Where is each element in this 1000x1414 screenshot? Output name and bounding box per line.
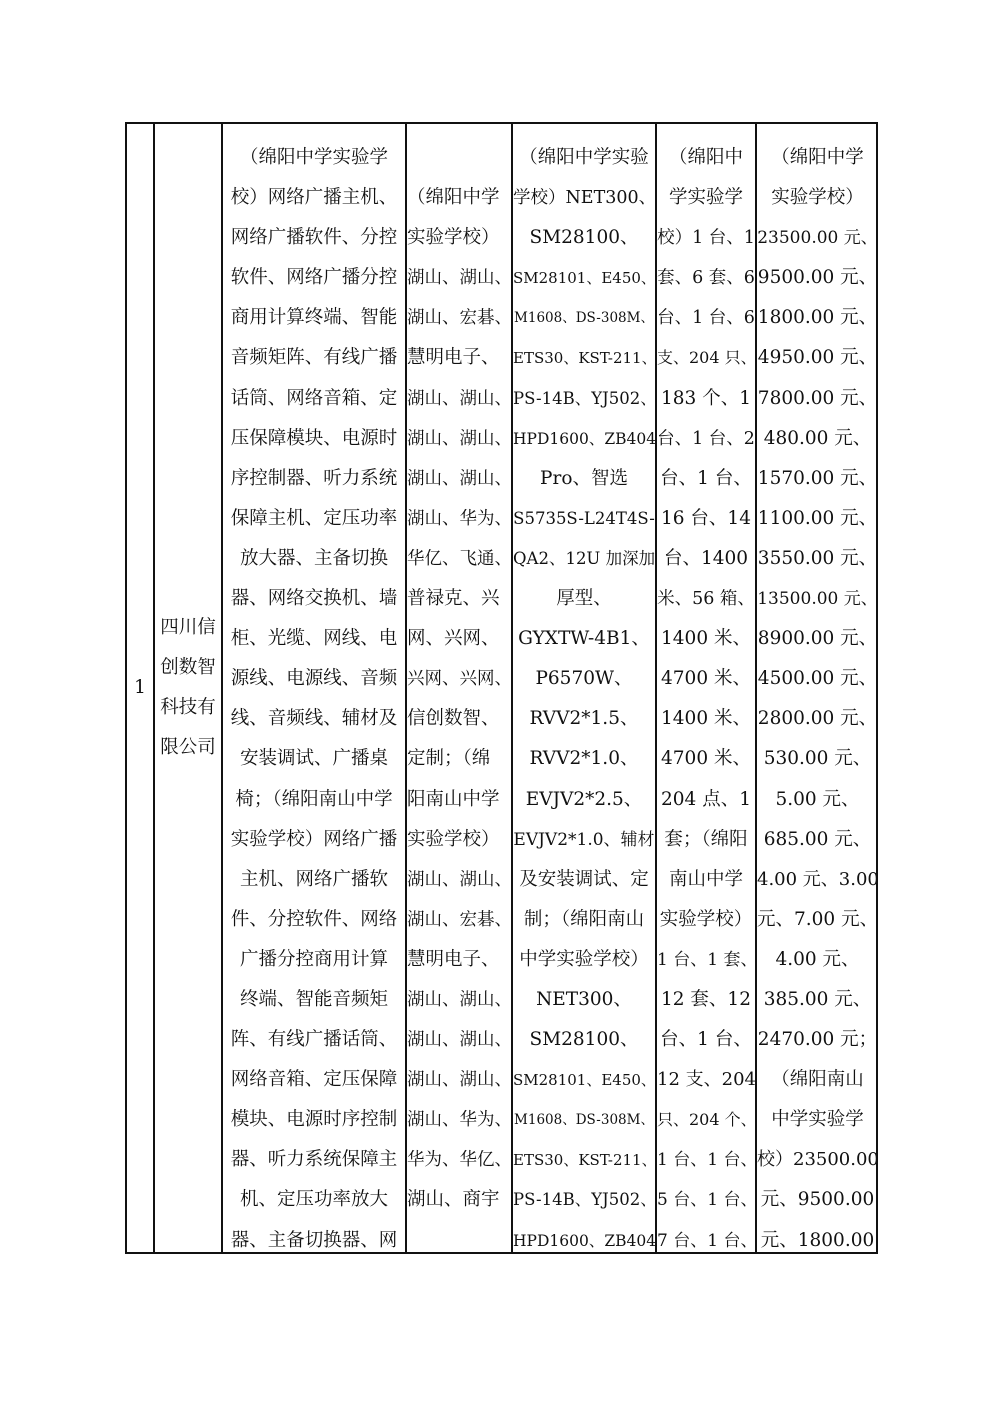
row-index: 1 (134, 676, 146, 698)
items-line: 终端、智能音频矩 (239, 988, 388, 1010)
row-index-cell (127, 124, 153, 1252)
prices-line: （绵阳中学 (771, 147, 864, 168)
models-line: 学校）NET300、 (513, 188, 657, 209)
prices-line: 元、1800.00 (760, 1229, 875, 1251)
company-cell (155, 124, 221, 1252)
models-line: 制；（绵阳南山 (523, 908, 645, 930)
brands-line: 湖山、湖山、 (407, 1030, 512, 1051)
prices-line: 中学实验学 (771, 1109, 864, 1131)
brands-line: 华为、华亿、 (407, 1150, 512, 1171)
items-line: 放大器、主备切换 (239, 547, 388, 569)
prices-line: 13500.00 元、 (757, 589, 878, 610)
brands-line: 湖山、华为、 (407, 1110, 512, 1131)
prices-line: 23500.00 元、 (757, 228, 878, 249)
quantities-line: 校）1 台、1 (657, 228, 755, 249)
models-line: S5735S-L24T4S- (513, 508, 655, 528)
quantities-line: 学实验学 (668, 187, 743, 209)
items-line: 椅；（绵阳南山中学 (235, 788, 393, 810)
brands-line: 兴网、兴网、 (407, 669, 512, 690)
brands-line: 湖山、华为、 (407, 508, 512, 529)
quantities-line: 只、204 个、 (657, 1110, 757, 1130)
prices-line: 元、7.00 元、 (757, 908, 879, 930)
brands-line: 实验学校） (407, 828, 500, 850)
quantities-line: 7 台、1 台、 (657, 1230, 758, 1251)
quantities-line: 台、1 台、6 (657, 308, 755, 329)
brands-line: 湖山、商宇 (407, 1189, 500, 1211)
models-line: QA2、12U 加深加 (513, 548, 656, 568)
quantities-line: 16 台、14 (661, 507, 751, 529)
quantities-cell (657, 138, 758, 1261)
models-line: M1608、DS-308M、 (514, 1112, 654, 1129)
prices-line: 5.00 元、 (775, 788, 860, 810)
items-line: 线、音频线、辅材及 (230, 708, 398, 730)
items-line: 阵、有线广播话筒、 (230, 1029, 398, 1051)
items-line: 软件、网络广播分控 (230, 267, 398, 289)
models-line: RVV2*1.5、 (529, 708, 639, 730)
models-line: SM28101、E450、 (513, 269, 656, 288)
items-line: 源线、电源线、音频 (230, 668, 398, 690)
models-line: SM28100、 (529, 1029, 639, 1051)
models-line: Pro、智选 (540, 467, 628, 489)
models-line: （绵阳中学实验 (519, 147, 649, 168)
items-line: 模块、电源时序控制 (230, 1109, 398, 1131)
quantities-line: 米、56 箱、 (657, 589, 755, 610)
items-line: 器、网络交换机、墙 (230, 588, 398, 610)
company-name-line: 创数智 (160, 656, 216, 678)
items-line: 压保障模块、电源时 (230, 427, 398, 449)
quantities-line: 套；（绵阳 (664, 828, 748, 850)
brands-line: 信创数智、 (407, 708, 500, 730)
brands-line: 湖山、湖山、 (407, 989, 512, 1010)
prices-line: 1570.00 元、 (757, 467, 878, 489)
brands-cell (407, 138, 511, 1221)
models-line: M1608、DS-308M、 (514, 310, 654, 327)
models-line: NET300、 (536, 988, 632, 1010)
models-line: HPD1600、ZB404 (513, 1231, 657, 1250)
models-cell (513, 138, 655, 1261)
prices-line: 4950.00 元、 (757, 347, 878, 369)
brands-line: 湖山、湖山、 (407, 869, 512, 890)
models-line: GYXTW-4B1、 (518, 628, 650, 650)
items-line: 序控制器、听力系统 (230, 467, 398, 489)
models-line: ETS30、KST-211、 (513, 1151, 657, 1170)
quantities-line: 1400 米、 (661, 628, 751, 650)
brands-line: 定制；（绵 (407, 748, 491, 770)
company-name-line: 科技有 (160, 697, 216, 718)
prices-line: 7800.00 元、 (757, 387, 878, 409)
quantities-line: 12 支、204 (657, 1069, 756, 1091)
models-line: 中学实验学校） (519, 948, 649, 970)
brands-line: 阳南山中学 (407, 788, 500, 810)
prices-line: 480.00 元、 (763, 427, 872, 449)
brands-line: 湖山、湖山、 (407, 1070, 512, 1091)
quantities-line: 1400 米、 (661, 708, 751, 730)
items-line: 安装调试、广播桌 (239, 748, 388, 770)
brands-line: 慧明电子、 (407, 948, 500, 970)
prices-line: 元、9500.00 (760, 1189, 875, 1211)
models-line: EVJV2*1.0、辅材 (513, 829, 655, 850)
quantities-line: 5 台、1 台、 (657, 1190, 758, 1211)
models-line: HPD1600、ZB404 (513, 429, 657, 448)
brands-line: 湖山、湖山、 (407, 268, 512, 289)
prices-line: 9500.00 元、 (757, 267, 878, 289)
brands-line: 慧明电子、 (407, 347, 500, 369)
items-line: 实验学校）网络广播 (230, 828, 398, 850)
items-line: 网络音箱、定压保障 (230, 1069, 398, 1091)
models-line: ETS30、KST-211、 (513, 349, 657, 368)
items-line: 广播分控商用计算 (239, 948, 388, 970)
quantities-line: 套、6 套、6 (657, 268, 755, 289)
models-line: SM28100、 (529, 227, 639, 249)
items-line: 件、分控软件、网络 (230, 908, 398, 930)
quantities-line: 台、1 台、 (660, 1029, 752, 1051)
prices-line: 4500.00 元、 (757, 668, 878, 690)
brands-line: 湖山、湖山、 (407, 428, 512, 449)
items-line: 柜、光缆、网线、电 (230, 628, 398, 650)
prices-line: 2800.00 元、 (757, 708, 878, 730)
models-line: PS-14B、YJ502、 (513, 1190, 657, 1210)
items-line: 器、听力系统保障主 (230, 1149, 398, 1171)
brands-line (407, 138, 511, 178)
quantities-line: 4700 米、 (661, 748, 751, 770)
prices-line: 685.00 元、 (763, 828, 872, 850)
prices-cell (757, 138, 878, 1261)
items-cell (223, 138, 405, 1261)
prices-line: 385.00 元、 (763, 988, 872, 1010)
quantities-line: 204 点、1 (661, 788, 751, 810)
brands-line: 普禄克、兴 (407, 588, 500, 610)
prices-line: 4.00 元、 (775, 948, 860, 970)
items-line: 保障主机、定压功率 (230, 507, 398, 529)
quantities-line: 12 套、12 (661, 988, 751, 1010)
models-line: EVJV2*2.5、 (525, 788, 643, 810)
brands-line: 湖山、湖山、 (407, 388, 512, 409)
brands-line: （绵阳中学 (407, 187, 500, 209)
prices-line: （绵阳南山 (771, 1069, 864, 1091)
brands-line: 湖山、宏碁、 (407, 909, 512, 930)
items-line: 主机、网络广播软 (239, 868, 388, 890)
quantities-line: （绵阳中 (668, 147, 743, 168)
prices-line: 校）23500.00 (757, 1149, 879, 1171)
models-line: PS-14B、YJ502、 (513, 388, 657, 408)
items-line: 商用计算终端、智能 (230, 307, 398, 329)
bid-table (125, 122, 878, 1254)
prices-line: 1800.00 元、 (757, 307, 878, 329)
quantities-line: 1 台、1 台、 (657, 1150, 758, 1171)
items-line: （绵阳中学实验学 (239, 147, 388, 168)
prices-line: 2470.00 元； (757, 1029, 878, 1051)
brands-line: 湖山、宏碁、 (407, 308, 512, 329)
brands-line: 华亿、飞通、 (407, 548, 512, 569)
company-name-line: 四川信 (160, 616, 216, 638)
quantities-line: 南山中学 (668, 868, 743, 890)
models-line: RVV2*1.0、 (529, 748, 639, 770)
prices-line: 3550.00 元、 (757, 547, 878, 569)
prices-line: 4.00 元、3.00 (757, 868, 879, 890)
models-line: P6570W、 (535, 668, 633, 690)
quantities-line: 台、1 台、 (660, 467, 752, 489)
quantities-line: 台、1 台、2 (657, 428, 755, 449)
quantities-line: 1 台、1 套、 (657, 949, 758, 970)
brands-line: 实验学校） (407, 227, 500, 249)
items-line: 校）网络广播主机、 (230, 187, 398, 209)
prices-line: 实验学校） (771, 187, 864, 209)
quantities-line: 实验学校） (659, 908, 753, 930)
items-line: 音频矩阵、有线广播 (230, 347, 398, 369)
quantities-line: 台、1400 (663, 547, 749, 569)
quantities-line: 183 个、1 (661, 387, 751, 409)
models-line: 厚型、 (556, 588, 612, 610)
company-name-line: 限公司 (160, 737, 216, 759)
models-line: 及安装调试、定 (519, 868, 649, 890)
prices-line: 530.00 元、 (763, 748, 872, 770)
brands-line: 湖山、湖山、 (407, 468, 512, 489)
models-line: SM28101、E450、 (513, 1071, 656, 1090)
brands-line: 网、兴网、 (407, 628, 500, 650)
prices-line: 1100.00 元、 (757, 507, 878, 529)
items-line: 机、定压功率放大 (239, 1189, 388, 1211)
quantities-line: 支、204 只、 (657, 348, 757, 368)
items-line: 器、主备切换器、网 (230, 1229, 398, 1251)
prices-line: 8900.00 元、 (757, 628, 878, 650)
items-line: 话筒、网络音箱、定 (230, 387, 398, 409)
quantities-line: 4700 米、 (661, 668, 751, 690)
items-line: 网络广播软件、分控 (230, 227, 398, 249)
